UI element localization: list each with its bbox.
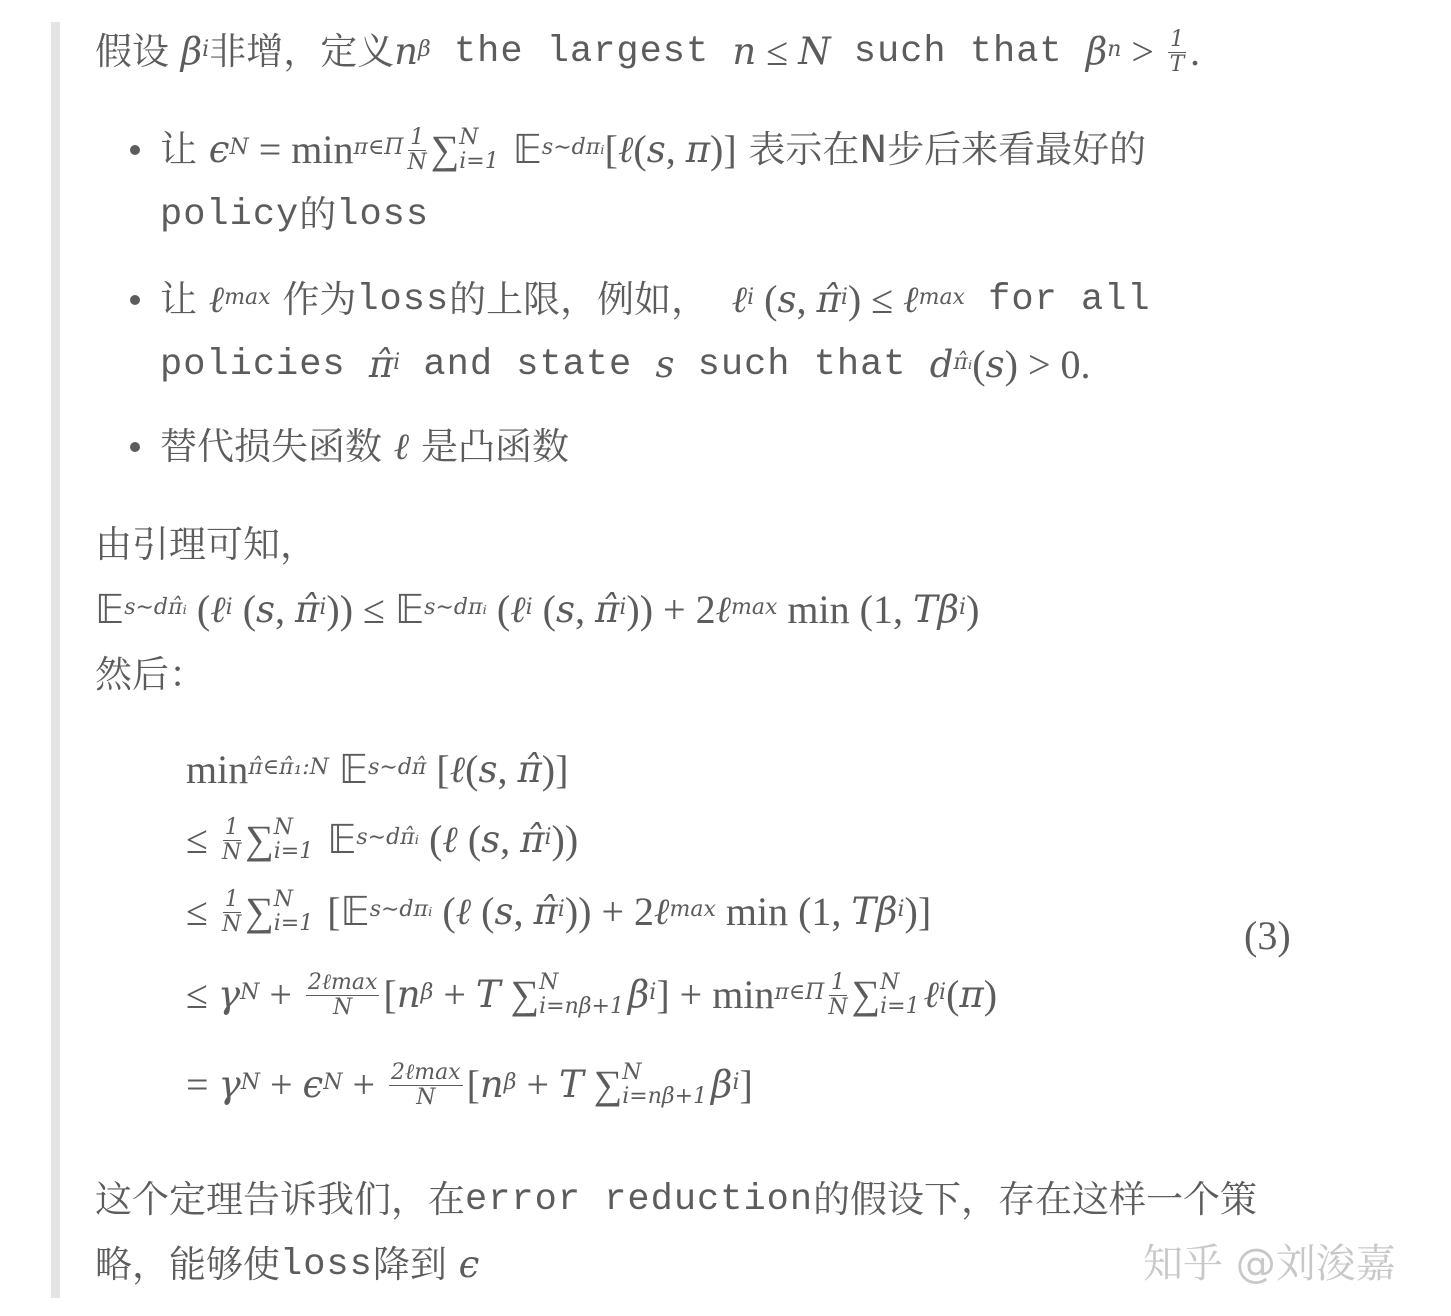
math-text: [ bbox=[426, 747, 450, 792]
math-symbol: d bbox=[929, 343, 954, 386]
line-eq4 bbox=[186, 970, 997, 1020]
math-text: ) ≤ bbox=[847, 277, 904, 322]
math-text: ∑ bbox=[583, 1062, 623, 1107]
math-symbol: π̂ bbox=[533, 890, 558, 933]
text: 降到 bbox=[372, 1243, 459, 1286]
math-symbol: ℓ bbox=[715, 588, 731, 631]
fraction-part: T bbox=[1169, 51, 1185, 77]
limit: i=1 bbox=[880, 994, 920, 1019]
code-text: error reduction bbox=[465, 1179, 814, 1221]
math-symbol: Tβ bbox=[912, 588, 960, 631]
code-text: policies bbox=[160, 344, 369, 386]
line-p3 bbox=[95, 585, 979, 635]
math-text: + bbox=[433, 972, 476, 1017]
math-symbol: ℓ bbox=[449, 748, 466, 791]
math-text: , bbox=[575, 587, 595, 632]
fraction-part: 1 bbox=[224, 814, 239, 840]
text: 的 bbox=[299, 193, 337, 236]
math-symbol: π̂ bbox=[595, 588, 620, 631]
math-text: [ bbox=[604, 127, 618, 172]
limit: N bbox=[459, 125, 479, 150]
math-text: = min bbox=[248, 127, 354, 172]
math-text: + bbox=[259, 972, 302, 1017]
limit: N bbox=[622, 1060, 642, 1085]
math-symbol: s bbox=[256, 588, 276, 631]
math-symbol: ϵ bbox=[458, 1243, 480, 1286]
math-symbol: π bbox=[685, 128, 711, 171]
math-symbol: β bbox=[711, 1063, 733, 1106]
math-subscript: N bbox=[323, 1070, 343, 1095]
math-symbol: n bbox=[394, 30, 419, 73]
math-symbol: β bbox=[180, 30, 203, 73]
math-text: )) bbox=[551, 817, 579, 862]
sum-limits bbox=[274, 888, 313, 936]
math-symbol: s bbox=[556, 588, 575, 631]
math-subscript: s∼dπᵢ bbox=[424, 595, 487, 620]
math-text: [𝔼 bbox=[317, 889, 370, 934]
limit: i=1 bbox=[273, 839, 314, 864]
math-text: , bbox=[796, 277, 817, 322]
text: 是凸函数 bbox=[409, 425, 569, 468]
math-symbol: T bbox=[475, 973, 501, 1016]
math-symbol: s bbox=[985, 343, 1005, 386]
code-text: such that bbox=[674, 344, 930, 386]
math-text: ∑ bbox=[245, 889, 274, 934]
math-text: )) + 2 bbox=[564, 889, 655, 934]
text: 假设 bbox=[95, 30, 181, 73]
math-subscript: i bbox=[225, 595, 233, 620]
text: 让 bbox=[160, 128, 209, 171]
line-eq3 bbox=[186, 887, 931, 937]
fraction-part: 1 bbox=[1169, 26, 1184, 52]
line-b2b bbox=[160, 340, 1091, 390]
math-text: [ bbox=[383, 972, 397, 1017]
math-symbol: ϵ bbox=[208, 128, 230, 171]
math-subscript: s∼dπᵢ bbox=[541, 135, 605, 160]
math-text: 𝔼 bbox=[95, 587, 125, 632]
math-text: )] bbox=[904, 889, 932, 934]
math-symbol: ℓ bbox=[510, 588, 526, 631]
math-symbol: π̂ bbox=[295, 588, 320, 631]
fraction-part: N bbox=[221, 911, 242, 937]
sum-limits bbox=[459, 126, 498, 174]
math-symbol: s bbox=[646, 128, 666, 171]
fraction-part: 1 bbox=[410, 124, 425, 150]
math-text: , bbox=[275, 587, 296, 632]
fraction-part: 1 bbox=[224, 886, 239, 912]
math-text: = bbox=[186, 1062, 219, 1107]
math-subscript: max bbox=[669, 897, 716, 922]
bullet-icon bbox=[130, 145, 140, 155]
math-subscript: π∈Π bbox=[353, 135, 404, 160]
fraction bbox=[222, 888, 241, 937]
code-text: and state bbox=[400, 344, 656, 386]
math-subscript: β bbox=[418, 37, 431, 62]
math-symbol: π̂ bbox=[520, 818, 545, 861]
text: 非增，定义 bbox=[209, 30, 395, 73]
math-subscript: s∼dπ̂ bbox=[368, 755, 427, 780]
math-text: . bbox=[1189, 29, 1200, 74]
math-symbol: π̂ bbox=[517, 748, 542, 791]
sum-limits bbox=[274, 816, 313, 864]
math-text: min bbox=[186, 747, 249, 792]
math-text: ≤ bbox=[186, 972, 218, 1017]
line-b1a bbox=[160, 125, 1146, 175]
math-text: ] bbox=[739, 1062, 753, 1107]
math-subscript: s∼dπ̂ᵢ bbox=[356, 825, 420, 850]
limit: i=1 bbox=[273, 911, 314, 936]
code-text: policy bbox=[160, 194, 300, 236]
line-b1b bbox=[160, 190, 429, 240]
math-text: ( bbox=[457, 817, 482, 862]
math-text: ∑ bbox=[851, 972, 881, 1017]
math-text: 𝔼 bbox=[317, 817, 357, 862]
fraction-part: 2ℓmax bbox=[307, 969, 378, 995]
line-eq5 bbox=[186, 1060, 753, 1110]
math-text: , bbox=[665, 127, 686, 172]
blockquote-bar bbox=[51, 22, 60, 1298]
code-text: loss bbox=[280, 1244, 373, 1286]
code-text: loss bbox=[356, 279, 450, 321]
limit: N bbox=[539, 970, 559, 995]
fraction bbox=[407, 126, 426, 175]
math-text: ) bbox=[983, 972, 998, 1017]
math-subscript: N bbox=[240, 1070, 260, 1095]
line-b2a bbox=[160, 275, 1151, 325]
math-subscript: π∈Π bbox=[774, 980, 825, 1005]
math-subscript: β bbox=[503, 1070, 517, 1095]
fraction bbox=[306, 971, 380, 1020]
math-subscript: i bbox=[747, 285, 755, 310]
math-subscript: s∼dπ̂ᵢ bbox=[124, 595, 187, 620]
limit: i=nβ+1 bbox=[539, 994, 624, 1019]
math-subscript: i bbox=[557, 897, 565, 922]
code-text: for all bbox=[964, 279, 1151, 321]
math-symbol: π bbox=[959, 973, 984, 1016]
math-subscript: n bbox=[1107, 37, 1122, 62]
limit: i=nβ+1 bbox=[622, 1084, 708, 1109]
line-p4 bbox=[95, 650, 206, 700]
math-text: ≤ bbox=[186, 889, 218, 934]
bullet-icon bbox=[130, 442, 140, 452]
math-symbol: γ bbox=[218, 1063, 241, 1106]
math-subscript: i bbox=[202, 37, 210, 62]
code-text: the largest bbox=[430, 31, 733, 73]
math-text: ∑ bbox=[500, 972, 540, 1017]
fraction bbox=[828, 971, 847, 1020]
math-symbol: ℓ bbox=[455, 890, 472, 933]
math-subscript: β bbox=[420, 980, 434, 1005]
math-text: ≤ bbox=[756, 29, 799, 74]
math-text: min (1, bbox=[715, 889, 852, 934]
math-symbol: β bbox=[1085, 30, 1108, 73]
math-text: , bbox=[513, 889, 534, 934]
math-subscript: i bbox=[897, 897, 905, 922]
fraction bbox=[222, 816, 241, 865]
math-symbol: N bbox=[798, 30, 831, 73]
line-p1 bbox=[95, 27, 1200, 77]
fraction-part: N bbox=[828, 994, 848, 1020]
text: 的上限，例如， bbox=[449, 278, 732, 321]
math-text: ( bbox=[754, 277, 778, 322]
math-subscript: i bbox=[840, 285, 848, 310]
math-text: ( bbox=[946, 972, 960, 1017]
math-symbol: n bbox=[732, 30, 757, 73]
math-symbol: π̂ bbox=[368, 343, 394, 386]
sum-limits bbox=[622, 1061, 707, 1109]
math-subscript: s∼dπᵢ bbox=[369, 897, 433, 922]
math-text: ≤ bbox=[186, 817, 218, 862]
line-b3 bbox=[160, 422, 569, 472]
bullet-icon bbox=[130, 295, 140, 305]
line-p5a bbox=[95, 1175, 1257, 1225]
math-subscript: i bbox=[732, 1070, 740, 1095]
math-text: ∑ bbox=[245, 817, 274, 862]
equation-number: (3) bbox=[1244, 913, 1291, 958]
math-text: ( bbox=[186, 587, 211, 632]
math-text: ] + min bbox=[656, 972, 775, 1017]
math-text: + bbox=[342, 1062, 386, 1107]
math-text: + bbox=[259, 1062, 303, 1107]
math-subscript: max bbox=[224, 285, 271, 310]
math-symbol: s bbox=[494, 890, 514, 933]
math-subscript: i bbox=[319, 595, 327, 620]
math-symbol: s bbox=[655, 343, 675, 386]
fraction bbox=[1168, 28, 1186, 77]
math-text: ( bbox=[432, 889, 456, 934]
math-text: )) + 2 bbox=[626, 587, 716, 632]
code-text: loss bbox=[336, 194, 430, 236]
limit: N bbox=[880, 970, 900, 995]
fraction-part: 1 bbox=[831, 969, 845, 995]
fraction-part: N bbox=[416, 1084, 436, 1110]
text: 表示在N步后来看最好的 bbox=[736, 128, 1147, 171]
text: 这个定理告诉我们，在 bbox=[95, 1178, 465, 1221]
math-text: ( bbox=[471, 889, 495, 934]
text: 略，能够使 bbox=[95, 1243, 280, 1286]
math-subscript: N bbox=[240, 980, 260, 1005]
math-subscript: i bbox=[939, 980, 947, 1005]
math-subscript: π̂∈π̂₁:N bbox=[248, 755, 329, 780]
math-symbol: γ bbox=[217, 973, 241, 1016]
math-subscript: i bbox=[959, 595, 967, 620]
math-symbol: ℓ bbox=[731, 278, 748, 321]
text: 让 bbox=[160, 278, 209, 321]
fraction-part: 2ℓmax bbox=[391, 1059, 461, 1085]
math-symbol: s bbox=[481, 818, 501, 861]
math-symbol: T bbox=[559, 1063, 584, 1106]
math-subscript: π̂ᵢ bbox=[953, 350, 973, 375]
math-subscript: N bbox=[229, 135, 249, 160]
math-symbol: ℓ bbox=[923, 973, 940, 1016]
limit: N bbox=[273, 815, 293, 840]
math-symbol: ℓ bbox=[903, 278, 919, 321]
limit: N bbox=[273, 887, 293, 912]
text: 替代损失函数 bbox=[160, 425, 394, 468]
math-text: , bbox=[497, 747, 518, 792]
limit: i=1 bbox=[459, 149, 499, 174]
math-text: 𝔼 bbox=[502, 127, 542, 172]
math-symbol: ℓ bbox=[393, 425, 410, 468]
math-subscript: i bbox=[649, 980, 657, 1005]
math-text: min (1, bbox=[777, 587, 913, 632]
math-text: ( bbox=[419, 817, 443, 862]
math-symbol: s bbox=[777, 278, 797, 321]
text: 由引理可知， bbox=[95, 523, 317, 566]
math-text: )] bbox=[541, 747, 569, 792]
math-symbol: ℓ bbox=[617, 128, 634, 171]
math-symbol: ℓ bbox=[654, 890, 670, 933]
text: 作为 bbox=[270, 278, 357, 321]
fraction-part: N bbox=[333, 994, 353, 1020]
watermark: 知乎 @刘浚嘉 bbox=[1143, 1241, 1396, 1287]
code-text: such that bbox=[830, 31, 1086, 73]
math-text: )) ≤ 𝔼 bbox=[326, 587, 425, 632]
math-symbol: ℓ bbox=[208, 278, 225, 321]
math-text: ∑ bbox=[430, 127, 460, 172]
math-subscript: i bbox=[525, 595, 533, 620]
math-symbol: n bbox=[396, 973, 421, 1016]
math-symbol: ℓ bbox=[442, 818, 458, 861]
math-text: + bbox=[516, 1062, 560, 1107]
text: 然后： bbox=[95, 653, 206, 696]
math-text: ) > 0. bbox=[1004, 342, 1091, 387]
math-text: > bbox=[1121, 29, 1164, 74]
math-text: ( bbox=[232, 587, 257, 632]
fraction-part: N bbox=[407, 149, 427, 175]
math-subscript: i bbox=[393, 350, 401, 375]
math-text: [ bbox=[466, 1062, 480, 1107]
math-text: ( bbox=[972, 342, 986, 387]
math-symbol: Tβ bbox=[851, 890, 898, 933]
math-symbol: n bbox=[479, 1063, 504, 1106]
math-text: ( bbox=[633, 127, 647, 172]
math-text: , bbox=[500, 817, 521, 862]
math-text: ) bbox=[966, 587, 980, 632]
math-symbol: s bbox=[478, 748, 498, 791]
line-p2 bbox=[95, 520, 317, 570]
math-text: ( bbox=[465, 747, 479, 792]
line-eq1 bbox=[186, 745, 568, 795]
line-p5b bbox=[95, 1240, 479, 1290]
math-subscript: max bbox=[731, 595, 778, 620]
math-text: 𝔼 bbox=[328, 747, 369, 792]
math-text: )] bbox=[710, 127, 737, 172]
math-symbol: β bbox=[627, 973, 650, 1016]
math-subscript: i bbox=[619, 595, 627, 620]
math-text: ( bbox=[486, 587, 511, 632]
fraction-part: N bbox=[221, 839, 242, 865]
math-symbol: π̂ bbox=[816, 278, 841, 321]
line-eq2 bbox=[186, 815, 578, 865]
math-subscript: max bbox=[918, 285, 965, 310]
math-symbol: ϵ bbox=[302, 1063, 324, 1106]
math-symbol: ℓ bbox=[210, 588, 226, 631]
sum-limits bbox=[539, 971, 624, 1019]
math-text: ( bbox=[532, 587, 556, 632]
fraction bbox=[389, 1061, 463, 1110]
math-subscript: i bbox=[544, 825, 552, 850]
text: 的假设下，存在这样一个策 bbox=[813, 1178, 1258, 1221]
sum-limits bbox=[880, 971, 919, 1019]
